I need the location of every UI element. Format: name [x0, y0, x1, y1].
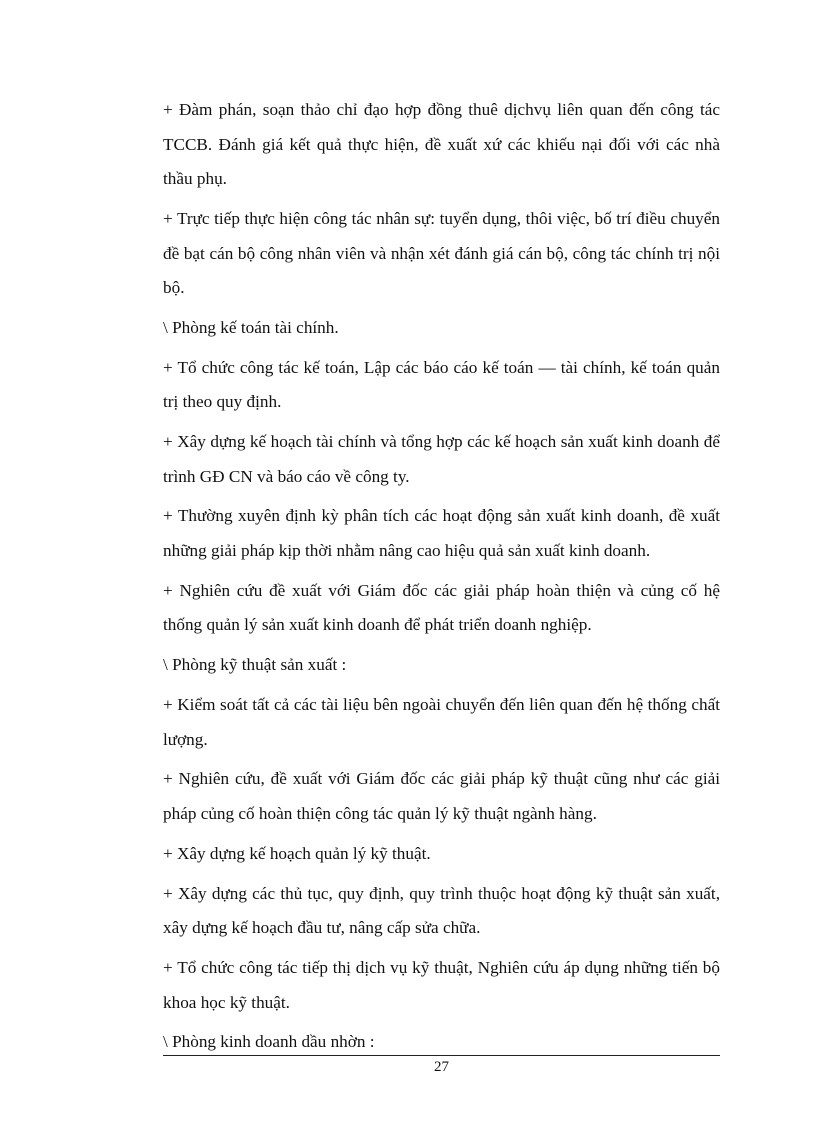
paragraph-document-control: + Kiểm soát tất cả các tài liệu bên ngoài chuyển đến liên quan đến hệ thống chất lượng. — [163, 695, 720, 749]
paragraph-technical-planning: + Xây dựng kế hoạch quản lý kỹ thuật. — [163, 843, 431, 863]
paragraph-periodic-analysis: + Thường xuyên định kỳ phân tích các hoạt động sản xuất kinh doanh, đề xuất những giải pháp kịp thời nhằm nâng cao hiệu quả sản xuất kinh doanh. — [163, 506, 720, 561]
section-heading-accounting: \ Phòng kế toán tài chính. — [163, 317, 339, 337]
paragraph-tccb-contracts: + Đàm phán, soạn thảo chỉ đạo hợp đồng thuê dịchvụ liên quan đến công tác TCCB. Đánh giá kết quả thực hiện, đề xuất xứ các khiếu nại đối với các nhà thầu phụ. — [163, 100, 720, 189]
paragraph-procedures: + Xây dựng các thủ tục, quy định, quy trình thuộc hoạt động kỹ thuật sản xuất, xây dựng kế hoạch đầu tư, nâng cấp sửa chữa. — [163, 883, 720, 938]
page-number: 27 — [434, 1059, 449, 1075]
paragraph-technical-solutions: + Nghiên cứu, đề xuất với Giám đốc các giải pháp kỹ thuật cũng như các giải pháp củng cố hoàn thiện công tác quản lý kỹ thuật ngành hàng. — [163, 769, 720, 823]
paragraph-financial-planning: + Xây dựng kế hoạch tài chính và tổng hợp các kế hoạch sản xuất kinh doanh để trình GĐ CN và báo cáo về công ty. — [163, 432, 720, 486]
section-heading-technical: \ Phòng kỹ thuật sản xuất : — [163, 655, 347, 675]
paragraph-personnel-work: + Trực tiếp thực hiện công tác nhân sự: tuyển dụng, thôi việc, bố trí điều chuyển đề bạt cán bộ công nhân viên và nhận xét đánh giá cán bộ, công tác chính trị nội bộ. — [163, 208, 720, 298]
paragraph-management-system: + Nghiên cứu đề xuất với Giám đốc các giải pháp hoàn thiện và củng cố hệ thống quản lý sản xuất kinh doanh để phát triển doanh nghiệp. — [163, 580, 720, 635]
footer-divider — [163, 1055, 720, 1056]
paragraph-technical-marketing: + Tổ chức công tác tiếp thị dịch vụ kỹ thuật, Nghiên cứu áp dụng những tiến bộ khoa học kỹ thuật. — [163, 957, 720, 1012]
document-body — [163, 93, 720, 1065]
paragraph-accounting-organization: + Tổ chức công tác kế toán, Lập các báo cáo kế toán — tài chính, kế toán quản trị theo quy định. — [163, 357, 720, 412]
section-heading-lubricants: \ Phòng kinh doanh dầu nhờn : — [163, 1032, 375, 1052]
